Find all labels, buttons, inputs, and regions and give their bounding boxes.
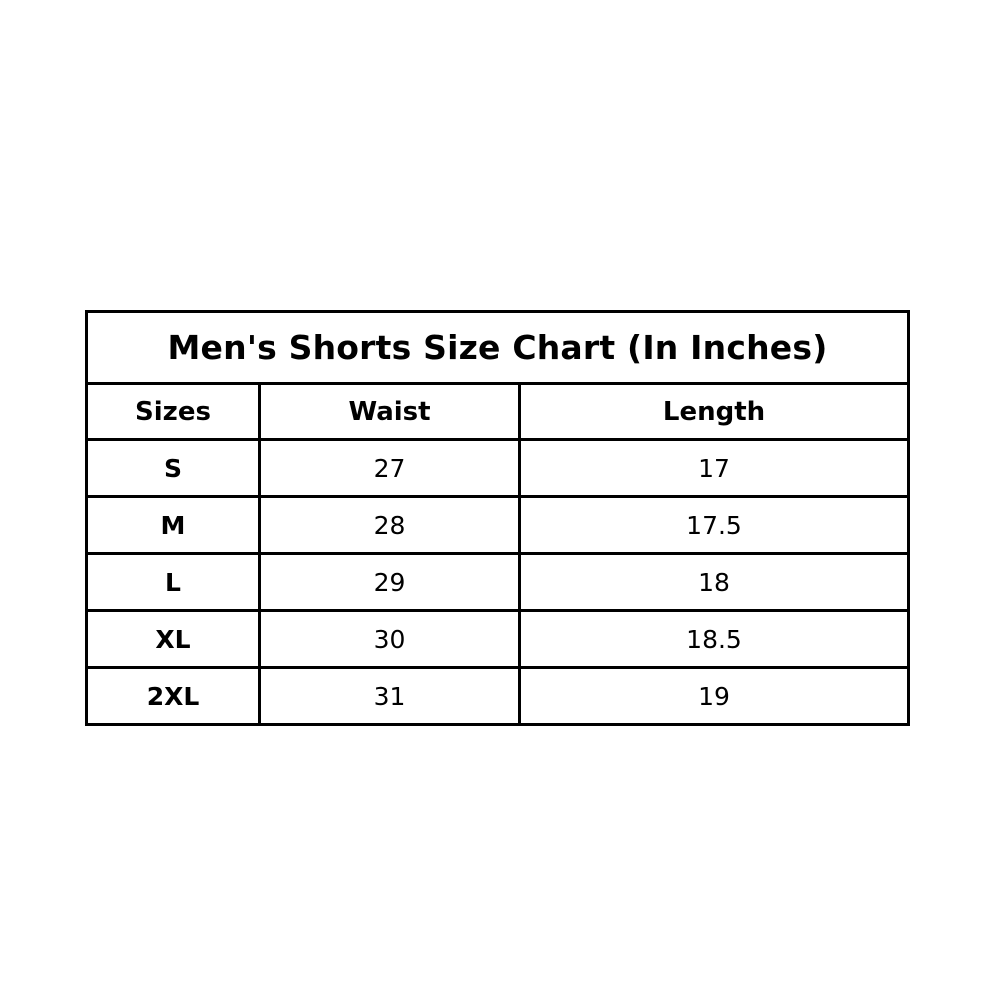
table-header-row: [87, 384, 909, 440]
table-row: [87, 668, 909, 725]
cell-size: M: [87, 497, 260, 554]
page-title: Men's Shorts Size Chart (In Inches): [87, 312, 909, 384]
table-row: [87, 611, 909, 668]
cell-size: L: [87, 554, 260, 611]
column-header-waist: Waist: [260, 384, 520, 440]
table-row: [87, 497, 909, 554]
cell-length: 18.5: [520, 611, 909, 668]
size-chart-container: [85, 310, 907, 726]
table-row: [87, 554, 909, 611]
table-row: [87, 440, 909, 497]
cell-waist: 30: [260, 611, 520, 668]
cell-size: XL: [87, 611, 260, 668]
table-title-row: [87, 312, 909, 384]
cell-length: 18: [520, 554, 909, 611]
cell-length: 17.5: [520, 497, 909, 554]
cell-waist: 29: [260, 554, 520, 611]
cell-size: 2XL: [87, 668, 260, 725]
cell-size: S: [87, 440, 260, 497]
column-header-length: Length: [520, 384, 909, 440]
cell-length: 17: [520, 440, 909, 497]
cell-waist: 31: [260, 668, 520, 725]
cell-length: 19: [520, 668, 909, 725]
size-chart-table: [85, 310, 910, 726]
cell-waist: 27: [260, 440, 520, 497]
column-header-sizes: Sizes: [87, 384, 260, 440]
cell-waist: 28: [260, 497, 520, 554]
